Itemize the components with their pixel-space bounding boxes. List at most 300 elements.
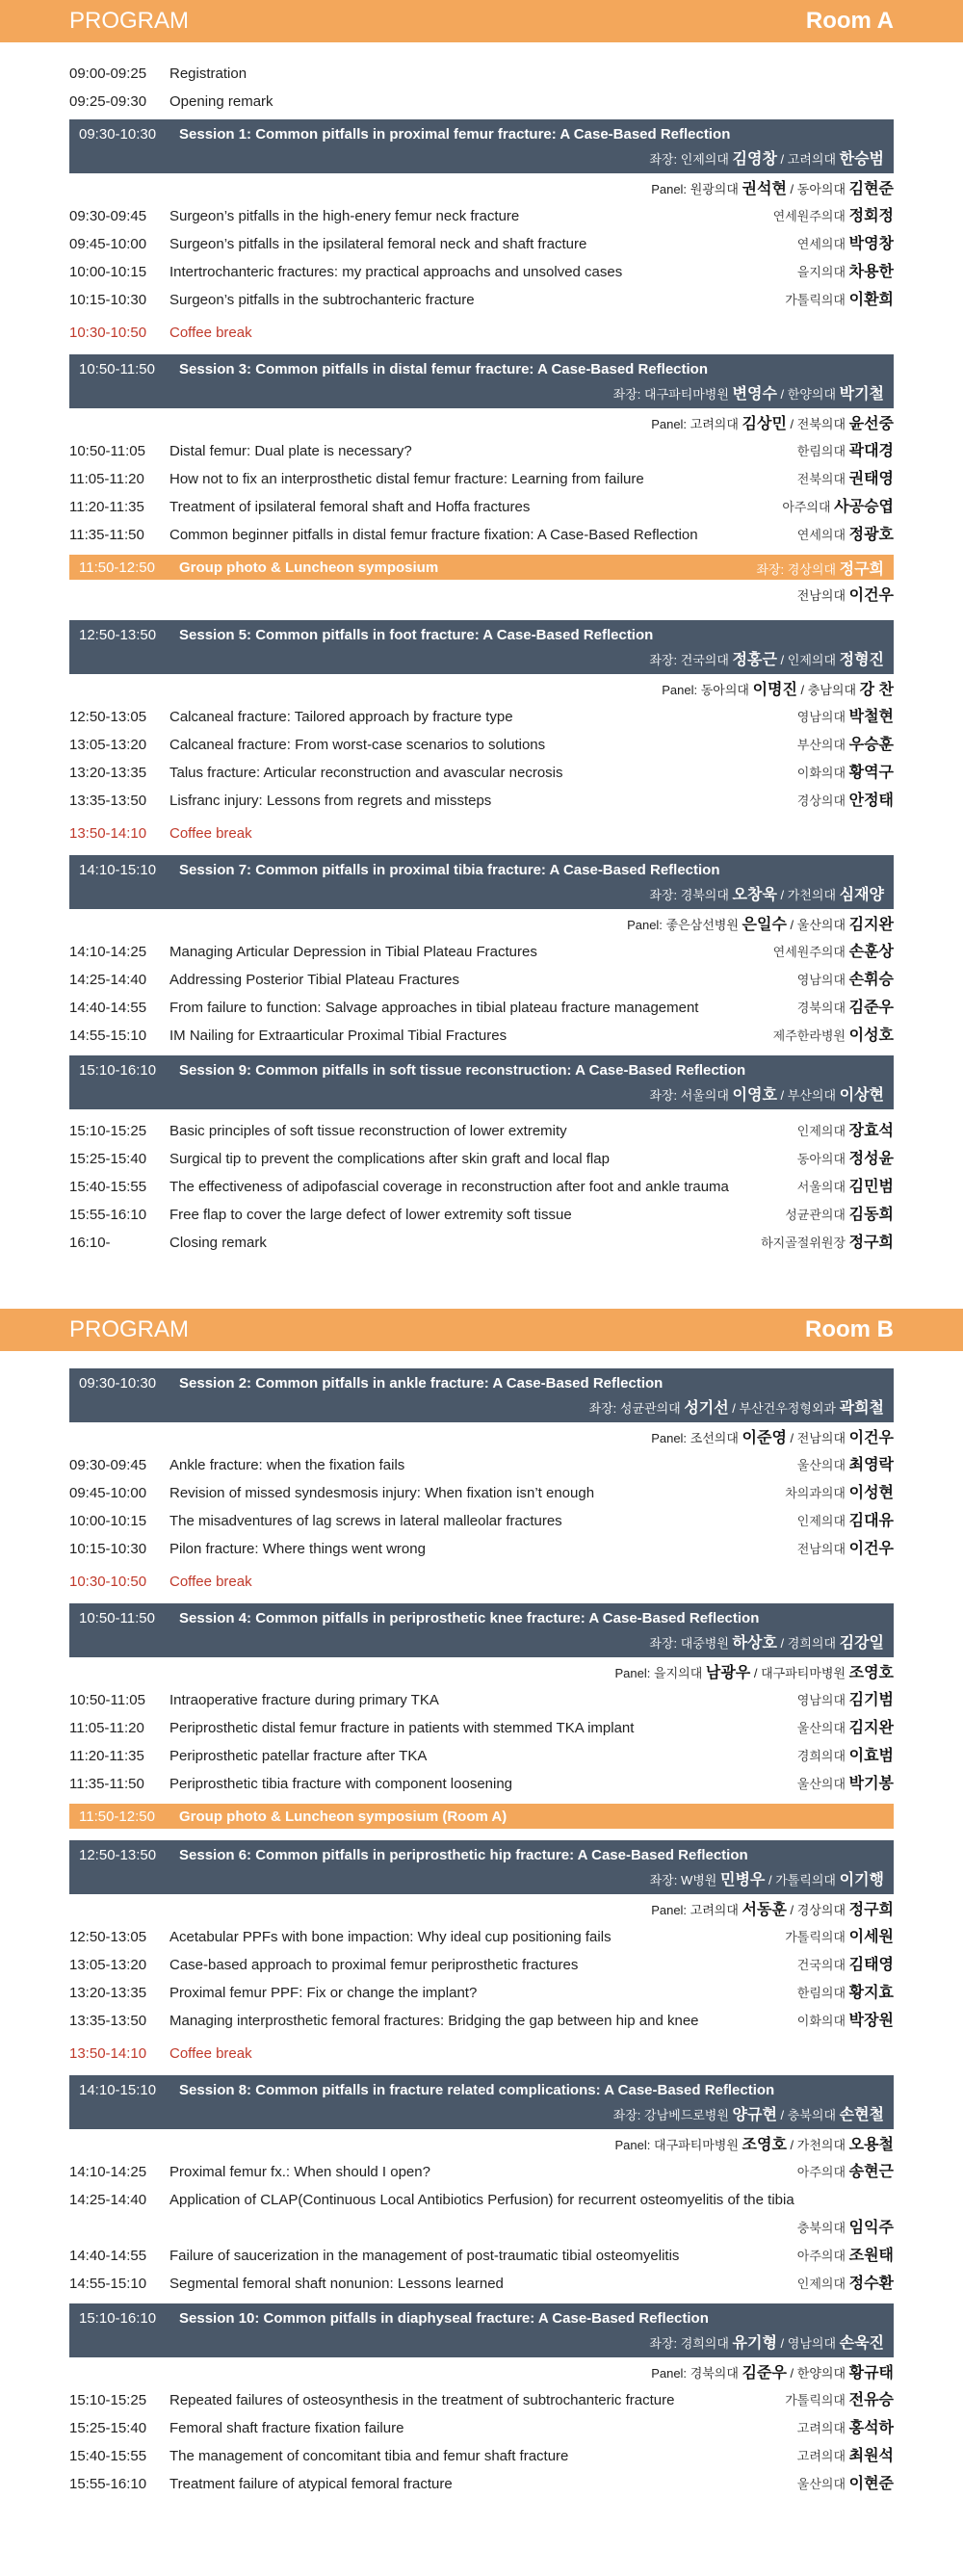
talk-row [69, 2007, 894, 2035]
break-time: 13:50-14:10 [69, 825, 147, 842]
affiliation: 전북의대 [796, 471, 846, 486]
talk-time: 11:20-11:35 [69, 498, 144, 515]
chair-prefix: 좌장: [649, 152, 678, 167]
coffee-break [69, 1567, 894, 1598]
person-name: 황규태 [848, 2365, 894, 2381]
affiliation: 서울의대 [680, 1088, 729, 1103]
session-header [69, 1055, 894, 1109]
person-name: 양규현 [732, 2107, 777, 2123]
talk-time: 15:40-15:55 [69, 2447, 147, 2464]
affiliation: 고려의대 [796, 2448, 846, 2463]
affiliation: 고려의대 [690, 1903, 739, 1917]
talk-speaker [788, 1956, 894, 1974]
room-a-program [0, 0, 963, 1262]
chair-prefix: 좌장: [612, 2108, 641, 2122]
talk-speaker [788, 736, 894, 754]
break-time: 10:30-10:50 [69, 325, 147, 341]
session-title: Session 9: Common pitfalls in soft tissue reconstruction: A Case-Based Reflection [179, 1061, 746, 1079]
program-label: PROGRAM [69, 1316, 190, 1342]
person-name: 김대유 [848, 1512, 894, 1529]
talk-row [69, 1173, 894, 1201]
talk-time: 09:30-09:45 [69, 207, 147, 224]
person-name: 오창욱 [732, 887, 777, 903]
affiliation: 성균관의대 [785, 1207, 846, 1222]
talk-row [69, 2386, 894, 2414]
session-chairs: 좌장: 인제의대 김영창 / 고려의대 한승범 [649, 151, 884, 168]
talk-speaker [788, 1775, 894, 1793]
person-name: 남광우 [705, 1665, 751, 1681]
affiliation: W병원 [680, 1873, 717, 1887]
person-name: 서동훈 [742, 1902, 787, 1918]
talk-row [69, 1451, 894, 1479]
session-panel: Panel: 좋은삼선병원 은일수 / 울산의대 김지완 [627, 917, 894, 933]
affiliation: 서울의대 [796, 1179, 846, 1194]
talk-time: 09:25-09:30 [69, 92, 147, 110]
person-name: 김지완 [848, 1719, 894, 1736]
talk-time: 15:25-15:40 [69, 1150, 147, 1167]
affiliation: 경상의대 [787, 561, 836, 577]
person-name: 이성호 [848, 1027, 894, 1044]
person-name: 정광호 [848, 526, 894, 543]
talk-speaker [788, 470, 894, 488]
talk-row [69, 1479, 894, 1507]
affiliation: 이화의대 [796, 765, 846, 780]
panel-prefix: Panel: [614, 1666, 651, 1680]
session-chairs: 좌장: 경북의대 오창욱 / 가천의대 심재양 [649, 887, 884, 903]
session-panel: Panel: 원광의대 권석현 / 동아의대 김현준 [651, 181, 894, 197]
talk-title: Surgical tip to prevent the complications after skin graft and local flap [169, 1150, 610, 1167]
talk-title: Periprosthetic patellar fracture after TKA [169, 1747, 428, 1764]
talk-time: 10:15-10:30 [69, 1540, 147, 1557]
talk-row [69, 1979, 894, 2007]
room-label: Room B [805, 1316, 894, 1342]
talk-title: Application of CLAP(Continuous Local Antibiotics Perfusion) for recurrent osteomyelitis of the tibia [169, 2191, 794, 2208]
talk-speaker [772, 498, 894, 516]
talk-row [69, 759, 894, 787]
talk-row [69, 493, 894, 521]
session-chairs: 좌장: W병원 민병우 / 가톨릭의대 이기행 [649, 1872, 884, 1888]
panel-prefix: Panel: [651, 1431, 688, 1445]
talk-row [69, 1117, 894, 1145]
session-title: Session 8: Common pitfalls in fracture related complications: A Case-Based Reflection [179, 2081, 775, 2098]
affiliation: 강남베드로병원 [644, 2108, 729, 2122]
talk-time: 10:00-10:15 [69, 1512, 147, 1529]
session-time: 12:50-13:50 [79, 1846, 157, 1863]
session-time: 14:10-15:10 [79, 861, 157, 878]
session-chairs: 좌장: 대중병원 하상호 / 경희의대 김강일 [649, 1635, 884, 1652]
talk-time: 10:15-10:30 [69, 291, 147, 308]
talk-row [69, 521, 894, 549]
talk-title: Managing interprosthetic femoral fractures: Bridging the gap between hip and knee [169, 2012, 699, 2029]
talk-speaker [788, 792, 894, 810]
talk-title: Distal femur: Dual plate is necessary? [169, 442, 412, 459]
person-name: 정성윤 [848, 1150, 894, 1167]
affiliation: 경북의대 [690, 2366, 739, 2381]
talk-time: 09:00-09:25 [69, 65, 147, 82]
talk-row [69, 2442, 894, 2470]
person-name: 최영락 [848, 1456, 894, 1473]
person-name: 이세원 [848, 1928, 894, 1945]
session-title: Session 3: Common pitfalls in distal femur fracture: A Case-Based Reflection [179, 360, 709, 377]
person-name: 차용한 [848, 263, 894, 280]
talk-time: 09:30-09:45 [69, 1456, 147, 1473]
affiliation: 가톨릭의대 [785, 292, 846, 307]
talk-row [69, 2270, 894, 2298]
talk-time: 09:45-10:00 [69, 1484, 147, 1501]
panel-prefix: Panel: [614, 2138, 651, 2152]
person-name: 이건우 [848, 1430, 894, 1446]
talk-time: 13:05-13:20 [69, 736, 147, 753]
person-name: 김지완 [848, 917, 894, 933]
talk-speaker [788, 1512, 894, 1530]
chair-prefix: 좌장: [649, 1636, 678, 1651]
talk-time: 11:35-11:50 [69, 526, 144, 543]
break-title: Coffee break [169, 2045, 252, 2062]
affiliation: 이화의대 [796, 2013, 846, 2028]
talk-row [69, 1507, 894, 1535]
affiliation: 영남의대 [796, 1692, 846, 1707]
talk-speaker [788, 2275, 894, 2293]
talk-speaker [788, 442, 894, 460]
talk-title: Opening remark [169, 92, 273, 110]
affiliation: 전남의대 [796, 588, 846, 603]
talk-speaker [788, 1747, 894, 1765]
talk-row [69, 202, 894, 230]
person-name: 조영호 [848, 1665, 894, 1681]
chair-prefix: 좌장: [588, 1401, 617, 1416]
affiliation: 가천의대 [787, 888, 836, 902]
talk-time: 15:55-16:10 [69, 1206, 147, 1223]
session-title: Session 4: Common pitfalls in periprosthetic knee fracture: A Case-Based Reflection [179, 1609, 760, 1626]
person-name: 김준우 [848, 999, 894, 1016]
person-name: 박철현 [848, 708, 894, 725]
break-title: Coffee break [169, 325, 252, 341]
person-name: 은일수 [742, 917, 787, 933]
affiliation: 좋은삼선병원 [665, 918, 739, 932]
session-title-row [69, 2075, 894, 2104]
session-chairs: 좌장: 성균관의대 성기선 / 부산건우정형외과 곽희철 [588, 1400, 884, 1417]
session-header [69, 1603, 894, 1657]
talk-title: Femoral shaft fracture fixation failure [169, 2419, 404, 2436]
session-title-row [69, 1840, 894, 1869]
talk-row [69, 2158, 894, 2186]
talk-speaker [751, 1234, 894, 1252]
chair-prefix: 좌장: [649, 2336, 678, 2351]
talk-speaker [788, 1540, 894, 1558]
person-name: 이성현 [848, 1484, 894, 1501]
affiliation: 충북의대 [796, 2220, 846, 2235]
talk-speaker [788, 971, 894, 989]
person-name: 이준영 [742, 1430, 787, 1446]
affiliation: 건국의대 [796, 1957, 846, 1972]
person-name: 박장원 [848, 2012, 894, 2029]
lunch-chair [756, 557, 884, 579]
session-time: 10:50-11:50 [79, 360, 155, 377]
session-time: 15:10-16:10 [79, 2309, 157, 2327]
talk-title: How not to fix an interprosthetic distal femur fracture: Learning from failure [169, 470, 644, 487]
talk-time: 13:05-13:20 [69, 1956, 147, 1973]
person-name: 강 찬 [859, 682, 894, 698]
affiliation: 전남의대 [796, 1431, 846, 1445]
person-name: 안정태 [848, 792, 894, 809]
affiliation: 원광의대 [690, 182, 739, 196]
person-name: 이기행 [839, 1872, 884, 1888]
talk-title: Acetabular PPFs with bone impaction: Why ideal cup positioning fails [169, 1928, 612, 1945]
talk-title: From failure to function: Salvage approaches in tibial plateau fracture management [169, 999, 699, 1016]
affiliation: 동아의대 [796, 1151, 846, 1166]
panel-prefix: Panel: [651, 182, 688, 196]
session-panel: Panel: 조선의대 이준영 / 전남의대 이건우 [651, 1430, 894, 1446]
talk-time: 11:20-11:35 [69, 1747, 144, 1764]
talk-speaker [775, 2391, 894, 2409]
affiliation: 경희의대 [680, 2336, 729, 2351]
talk-row [69, 1145, 894, 1173]
person-name: 김태영 [848, 1956, 894, 1973]
affiliation: 울산의대 [796, 2476, 846, 2491]
talk-row [69, 1770, 894, 1798]
talk-time: 14:10-14:25 [69, 943, 147, 960]
talk-speaker [775, 1206, 894, 1224]
person-name: 정수환 [848, 2275, 894, 2292]
talk-title: The effectiveness of adipofascial coverage in reconstruction after foot and ankle trauma [169, 1178, 729, 1195]
chair-prefix: 좌장: [649, 888, 678, 902]
lunch-title: Group photo & Luncheon symposium [179, 559, 439, 576]
session-panel: Panel: 고려의대 김상민 / 전북의대 윤선중 [651, 416, 894, 432]
talk-title: Surgeon’s pitfalls in the high-enery femur neck fracture [169, 207, 520, 224]
person-name: 권석현 [742, 181, 787, 197]
session-time: 09:30-10:30 [79, 1374, 157, 1392]
talk-row [69, 787, 894, 815]
coffee-break [69, 819, 894, 849]
session-title-row [69, 119, 894, 148]
lunch-chair-2 [69, 580, 894, 609]
talk-row [69, 994, 894, 1022]
person-name: 윤선중 [848, 416, 894, 432]
affiliation: 을지의대 [796, 264, 846, 279]
session-panel: Panel: 동아의대 이명진 / 충남의대 강 찬 [662, 682, 894, 698]
affiliation: 대중병원 [680, 1636, 729, 1651]
talk-title: Calcaneal fracture: From worst-case scenarios to solutions [169, 736, 546, 753]
session-title-row [69, 1603, 894, 1632]
person-name: 손훈상 [848, 943, 894, 960]
talk-time: 13:35-13:50 [69, 792, 147, 809]
luncheon-bar [69, 555, 894, 580]
talk-time: 11:05-11:20 [69, 1719, 144, 1736]
affiliation: 울산의대 [796, 1720, 846, 1735]
person-name: 조원태 [848, 2247, 894, 2264]
affiliation: 가톨릭의대 [785, 1929, 846, 1944]
talk-title: Common beginner pitfalls in distal femur fracture fixation: A Case-Based Reflection [169, 526, 698, 543]
talk-speaker [788, 2475, 894, 2493]
affiliation: 울산의대 [796, 1457, 846, 1472]
talk-title: Treatment failure of atypical femoral fracture [169, 2475, 453, 2492]
affiliation: 아주의대 [796, 2248, 846, 2263]
person-name: 황지효 [848, 1984, 894, 2001]
talk-time: 14:40-14:55 [69, 999, 147, 1016]
talk-title: Talus fracture: Articular reconstruction and avascular necrosis [169, 764, 563, 781]
affiliation: 제주한라병원 [772, 1028, 846, 1043]
session-chairs: 좌장: 강남베드로병원 양규현 / 충북의대 손현철 [612, 2107, 884, 2123]
session-title-row [69, 1368, 894, 1397]
talk-title: Treatment of ipsilateral femoral shaft and Hoffa fractures [169, 498, 531, 515]
affiliation: 동아의대 [700, 683, 749, 697]
lunch-time: 11:50-12:50 [79, 559, 155, 576]
talk-speaker [788, 999, 894, 1017]
person-name: 김현준 [848, 181, 894, 197]
talk-speaker [764, 943, 894, 961]
person-name: 장효석 [848, 1122, 894, 1139]
chair-prefix: 좌장: [649, 653, 678, 667]
affiliation: 영남의대 [796, 972, 846, 987]
session-header [69, 1840, 894, 1894]
affiliation: 대구파티마병원 [644, 387, 729, 402]
panel-prefix: Panel: [651, 417, 688, 431]
talk-time: 15:10-15:25 [69, 2391, 147, 2408]
session-time: 12:50-13:50 [79, 626, 157, 643]
person-name: 김동희 [848, 1206, 894, 1223]
talk-speaker [788, 1719, 894, 1737]
talk-title: Failure of saucerization in the management of post-traumatic tibial osteomyelitis [169, 2247, 680, 2264]
lunch-title: Group photo & Luncheon symposium (Room A) [179, 1808, 508, 1825]
affiliation: 인제의대 [796, 1123, 846, 1138]
coffee-break [69, 2039, 894, 2069]
panel-prefix: Panel: [627, 918, 663, 932]
person-name: 심재양 [839, 887, 884, 903]
session-header [69, 2303, 894, 2357]
luncheon-bar [69, 1804, 894, 1829]
person-name: 변영수 [732, 386, 777, 403]
talk-time: 13:20-13:35 [69, 764, 147, 781]
session-title-row [69, 855, 894, 884]
talk-title: Intraoperative fracture during primary TKA [169, 1691, 439, 1708]
affiliation: 전남의대 [796, 1541, 846, 1556]
person-name: 곽대경 [848, 442, 894, 459]
talk-row [69, 2470, 894, 2498]
person-name: 한승범 [839, 151, 884, 168]
talk-time: 13:20-13:35 [69, 1984, 147, 2001]
talk-row [69, 1923, 894, 1951]
talk-time: 12:50-13:05 [69, 708, 147, 725]
talk-time: 16:10- [69, 1234, 111, 1251]
talk-time: 15:55-16:10 [69, 2475, 147, 2492]
talk-speaker [788, 2219, 894, 2237]
affiliation: 전북의대 [796, 417, 846, 431]
affiliation: 영남의대 [787, 2336, 836, 2351]
affiliation: 영남의대 [796, 709, 846, 724]
affiliation: 부산의대 [787, 1088, 836, 1103]
talk-speaker [775, 1484, 894, 1502]
lunch-time: 11:50-12:50 [79, 1808, 155, 1825]
talk-title: IM Nailing for Extraarticular Proximal Tibial Fractures [169, 1027, 508, 1044]
person-name: 우승훈 [848, 736, 894, 753]
talk-row [69, 2242, 894, 2270]
talk-speaker [788, 1178, 894, 1196]
talk-time: 14:40-14:55 [69, 2247, 147, 2264]
talk-title: Proximal femur PPF: Fix or change the implant? [169, 1984, 478, 2001]
affiliation: 연세원주의대 [772, 944, 846, 959]
affiliation: 대구파티마병원 [654, 2138, 739, 2152]
talk-title: Revision of missed syndesmosis injury: When fixation isn’t enough [169, 1484, 595, 1501]
person-name: 손현철 [839, 2107, 884, 2123]
talk-title: Intertrochanteric fractures: my practical approachs and unsolved cases [169, 263, 623, 280]
talk-title: Ankle fracture: when the fixation fails [169, 1456, 405, 1473]
session-title: Session 6: Common pitfalls in periprosthetic hip fracture: A Case-Based Reflection [179, 1846, 748, 1863]
affiliation: 차의과의대 [785, 1485, 846, 1500]
talk-time: 15:40-15:55 [69, 1178, 147, 1195]
person-name: 박영창 [848, 235, 894, 252]
talk-speaker [788, 2012, 894, 2030]
talk-title: Lisfranc injury: Lessons from regrets and missteps [169, 792, 492, 809]
talk-row [69, 2214, 894, 2242]
session-header [69, 855, 894, 909]
affiliation: 울산의대 [796, 918, 846, 932]
talk-speaker [788, 526, 894, 544]
talk-row [69, 258, 894, 286]
person-name: 이영호 [732, 1087, 777, 1104]
affiliation: 조선의대 [690, 1431, 739, 1445]
person-name: 송현근 [848, 2163, 894, 2180]
person-name: 황역구 [848, 764, 894, 781]
affiliation: 아주의대 [796, 2164, 846, 2179]
person-name: 민병우 [719, 1872, 766, 1888]
talk-title: Case-based approach to proximal femur periprosthetic fractures [169, 1956, 579, 1973]
affiliation: 한림의대 [796, 1985, 846, 2000]
affiliation: 인제의대 [796, 2276, 846, 2291]
affiliation: 동아의대 [796, 182, 846, 196]
break-title: Coffee break [169, 825, 252, 842]
person-name: 오용철 [848, 2137, 894, 2153]
affiliation: 고려의대 [787, 152, 836, 167]
affiliation: 부산건우정형외과 [739, 1401, 836, 1416]
person-name: 손휘승 [848, 971, 894, 988]
talk-speaker [788, 1691, 894, 1709]
affiliation: 경북의대 [796, 1000, 846, 1015]
session-chairs: 좌장: 건국의대 정홍근 / 인제의대 정형진 [649, 652, 884, 668]
person-name: 김강일 [839, 1635, 884, 1652]
affiliation: 연세원주의대 [772, 208, 846, 223]
talk-row [69, 731, 894, 759]
affiliation: 인제의대 [787, 653, 836, 667]
affiliation: 하지골절위원장 [761, 1235, 846, 1250]
talk-title: The misadventures of lag screws in lateral malleolar fractures [169, 1512, 562, 1529]
person-name: 정구희 [839, 560, 884, 578]
talk-title: Calcaneal fracture: Tailored approach by fracture type [169, 708, 513, 725]
affiliation: 건국의대 [680, 653, 729, 667]
talk-row [69, 2414, 894, 2442]
talk-row [69, 703, 894, 731]
person-name: 정구희 [848, 1234, 894, 1251]
talk-title: The management of concomitant tibia and femur shaft fracture [169, 2447, 569, 2464]
talk-speaker [788, 1984, 894, 2002]
person-name: 김민범 [848, 1178, 894, 1195]
session-chairs: 좌장: 경희의대 유기형 / 영남의대 손욱진 [649, 2335, 884, 2352]
talk-speaker [788, 1150, 894, 1168]
chair-prefix: 좌장: [756, 561, 785, 577]
session-header [69, 620, 894, 674]
affiliation: 대구파티마병원 [761, 1666, 846, 1680]
affiliation: 한림의대 [796, 443, 846, 458]
talk-title: Registration [169, 65, 247, 82]
affiliation: 한양의대 [787, 387, 836, 402]
person-name: 박기철 [839, 386, 884, 403]
session-title: Session 1: Common pitfalls in proximal femur fracture: A Case-Based Reflection [179, 125, 731, 143]
session-panel: Panel: 고려의대 서동훈 / 경상의대 정구희 [651, 1902, 894, 1918]
session-panel: Panel: 경북의대 김준우 / 한양의대 황규태 [651, 2365, 894, 2381]
person-name: 정회정 [848, 207, 894, 224]
talk-title: Periprosthetic distal femur fracture in patients with stemmed TKA implant [169, 1719, 635, 1736]
person-name: 전유승 [848, 2391, 894, 2408]
person-name: 임익주 [848, 2219, 894, 2236]
